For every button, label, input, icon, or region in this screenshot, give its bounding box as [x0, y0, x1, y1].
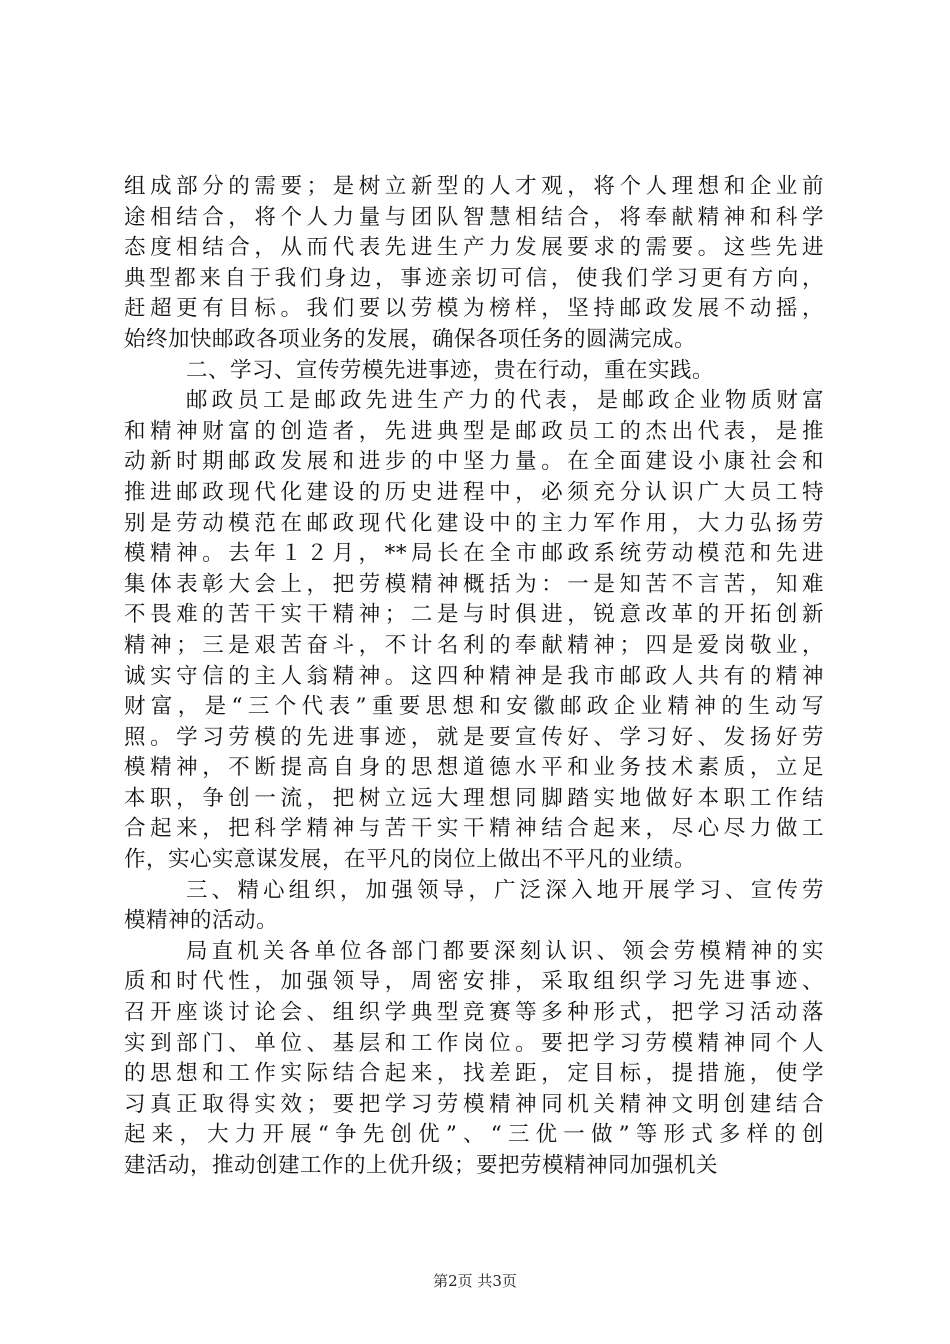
- text-line: 典型都来自于我们身边，事迹亲切可信，使我们学习更有方向，: [124, 265, 824, 291]
- text-line: 财富，是“三个代表”重要思想和安徽邮政企业精神的生动写: [124, 694, 824, 720]
- text-line: 别是劳动模范在邮政现代化建设中的主力军作用，大力弘扬劳: [124, 510, 824, 536]
- paragraph: [124, 937, 824, 1182]
- text-line: 的思想和工作实际结合起来，找差距，定目标，提措施，使学: [124, 1061, 824, 1087]
- text-line: 本职，争创一流，把树立远大理想同脚踏实地做好本职工作结: [124, 785, 824, 811]
- text-line: 照。学习劳模的先进事迹，就是要宣传好、学习好、发扬好劳: [124, 724, 824, 750]
- text-line: 不畏难的苦干实干精神；二是与时俱进，锐意改革的开拓创新: [124, 602, 824, 628]
- text-line: 局直机关各单位各部门都要深刻认识、领会劳模精神的实: [186, 938, 824, 964]
- text-line: 建活动，推动创建工作的上优升级；要把劳模精神同加强机关: [124, 1153, 719, 1178]
- text-line: 召开座谈讨论会、组织学典型竞赛等多种形式，把学习活动落: [124, 1000, 824, 1026]
- text-line: 始终加快邮政各项业务的发展，确保各项任务的圆满完成。: [124, 326, 697, 352]
- text-line: 态度相结合，从而代表先进生产力发展要求的需要。这些先进: [124, 235, 824, 261]
- text-line: 质和时代性，加强领导，周密安排，采取组织学习先进事迹、: [124, 969, 824, 995]
- text-line: 习真正取得实效；要把学习劳模精神同机关精神文明创建结合: [124, 1091, 824, 1117]
- text-line: 合起来，把科学精神与苦干实干精神结合起来，尽心尽力做工: [124, 816, 824, 842]
- text-line: 作，实心实意谋发展，在平凡的岗位上做出不平凡的业绩。: [124, 847, 697, 873]
- text-line: 模精神的活动。: [124, 908, 279, 934]
- text-line: 精神；三是艰苦奋斗，不计名利的奉献精神；四是爱岗敬业，: [124, 632, 824, 658]
- paragraph: [124, 172, 824, 356]
- paragraph: [124, 356, 824, 387]
- text-line: 集体表彰大会上，把劳模精神概括为：一是知苦不言苦，知难: [124, 571, 824, 597]
- text-line: 动新时期邮政发展和进步的中坚力量。在全面建设小康社会和: [124, 449, 824, 475]
- text-line: 邮政员工是邮政先进生产力的代表，是邮政企业物质财富: [186, 388, 824, 414]
- text-line: 组成部分的需要；是树立新型的人才观，将个人理想和企业前: [124, 174, 824, 199]
- paragraph: [124, 876, 824, 937]
- text-line: 赶超更有目标。我们要以劳模为榜样，坚持邮政发展不动摇，: [124, 296, 824, 322]
- text-line: 二、学习、宣传劳模先进事迹，贵在行动，重在实践。: [186, 357, 715, 383]
- paragraph: [124, 386, 824, 876]
- text-line: 起来，大力开展“争先创优”、“三优一做”等形式多样的创: [124, 1122, 824, 1148]
- text-line: 模精神。去年１２月，**局长在全市邮政系统劳动模范和先进: [124, 541, 824, 567]
- text-line: 和精神财富的创造者，先进典型是邮政员工的杰出代表，是推: [124, 418, 824, 444]
- text-line: 途相结合，将个人力量与团队智慧相结合，将奉献精神和科学: [124, 204, 824, 230]
- text-line: 诚实守信的主人翁精神。这四种精神是我市邮政人共有的精神: [124, 663, 824, 689]
- text-line: 推进邮政现代化建设的历史进程中，必须充分认识广大员工特: [124, 479, 824, 505]
- page-footer: 第2页 共3页: [433, 1272, 517, 1290]
- text-line: 实到部门、单位、基层和工作岗位。要把学习劳模精神同个人: [124, 1030, 824, 1056]
- text-line: 模精神，不断提高自身的思想道德水平和业务技术素质，立足: [124, 755, 824, 781]
- document-body: [124, 172, 824, 1182]
- text-line: 三、精心组织，加强领导，广泛深入地开展学习、宣传劳: [186, 877, 824, 903]
